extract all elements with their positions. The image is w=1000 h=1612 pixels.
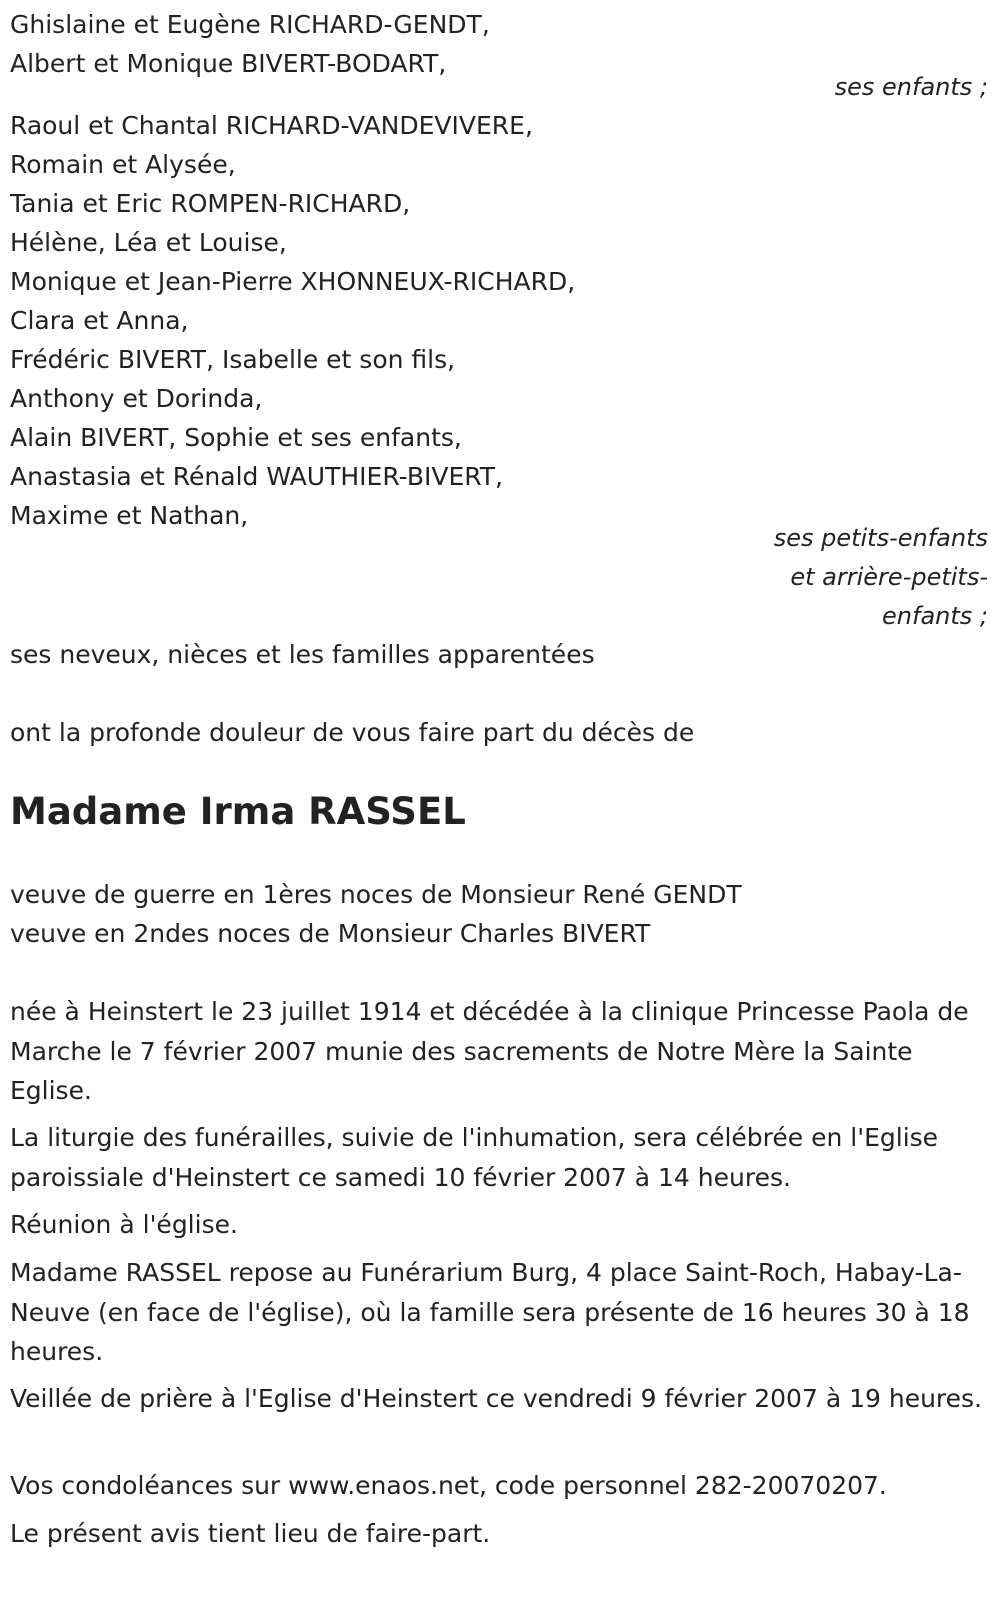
birth-death-paragraph: née à Heinstert le 23 juillet 1914 et décédée à la clinique Princesse Paola de Marche le 7 février 2007 munie des sacrements de Notre Mère la Sainte Eglise. [10,997,969,1105]
grandchildren-label-line-1: ses petits-enfants [773,524,988,552]
grandchild-line-11: Maxime et Nathan, [10,501,249,530]
grandchild-line-5: Monique et Jean-Pierre XHONNEUX-RICHARD, [10,267,576,296]
grandchild-line-1: Raoul et Chantal RICHARD-VANDEVIVERE, [10,111,533,140]
notice-paragraph: Le présent avis tient lieu de faire-part. [10,1519,491,1548]
grandchild-line-3: Tania et Eric ROMPEN-RICHARD, [10,189,411,218]
grandchild-line-6: Clara et Anna, [10,306,189,335]
meeting-paragraph: Réunion à l'église. [10,1210,238,1239]
funeral-paragraph: La liturgie des funérailles, suivie de l'inhumation, sera célébrée en l'Eglise paroissiale d'Heinstert ce samedi 10 février 2007 à 14 heures. [10,1123,939,1192]
grandchild-line-8: Anthony et Dorinda, [10,384,263,413]
grandchild-line-9: Alain BIVERT, Sophie et ses enfants, [10,423,462,452]
condolences-paragraph: Vos condoléances sur www.enaos.net, code personnel 282-20070207. [10,1471,887,1500]
grandchildren-label-line-2: et arrière-petits- [790,563,988,591]
grandchild-line-4: Hélène, Léa et Louise, [10,228,287,257]
grandchild-line-2: Romain et Alysée, [10,150,236,179]
widow-line-1: veuve de guerre en 1ères noces de Monsieur René GENDT [10,880,742,909]
grandchild-line-7: Frédéric BIVERT, Isabelle et son fils, [10,345,456,374]
widow-line-2: veuve en 2ndes noces de Monsieur Charles BIVERT [10,919,651,948]
announcement-line: ont la profonde douleur de vous faire part du décès de [10,718,695,747]
children-label: ses enfants ; [834,73,988,101]
child-line-1: Ghislaine et Eugène RICHARD-GENDT, [10,10,490,39]
child-line-2: Albert et Monique BIVERT-BODART, [10,49,447,78]
grandchild-line-10: Anastasia et Rénald WAUTHIER-BIVERT, [10,462,504,491]
vigil-paragraph: Veillée de prière à l'Eglise d'Heinstert ce vendredi 9 février 2007 à 19 heures. [10,1384,982,1413]
relatives-line: ses neveux, nièces et les familles apparentées [10,640,595,669]
grandchildren-label-line-3: enfants ; [882,602,988,630]
deceased-name: Madame Irma RASSEL [10,790,466,833]
funerarium-paragraph: Madame RASSEL repose au Funérarium Burg, 4 place Saint-Roch, Habay-La-Neuve (en face de l'église), où la famille sera présente de 16 heures 30 à 18 heures. [10,1258,970,1366]
